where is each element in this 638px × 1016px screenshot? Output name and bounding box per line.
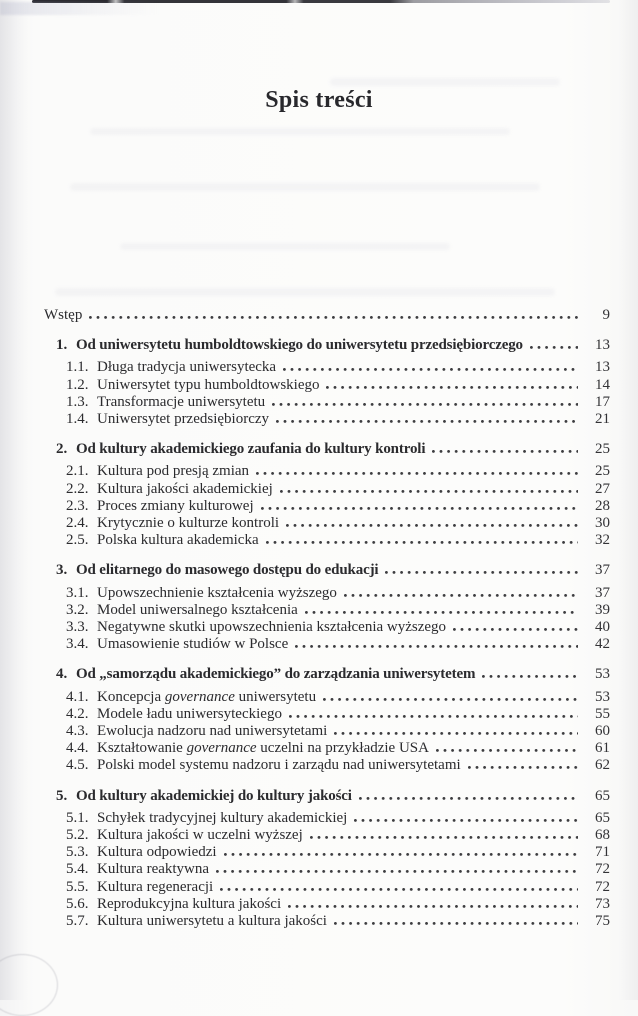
toc-entry: [44, 689, 610, 706]
entry-number: 2.: [56, 441, 68, 458]
toc-entry: [44, 602, 610, 619]
dot-leader: [288, 905, 578, 908]
dot-leader: [220, 888, 578, 891]
entry-label-segment: Uniwersytet typu humboldtowskiego: [97, 376, 320, 393]
entry-label-segment: Kultura pod presją zmian: [97, 463, 250, 480]
dot-leader: [326, 386, 578, 389]
entry-label: [97, 532, 259, 549]
entry-page-number: 13: [595, 337, 610, 354]
dot-leader: [261, 507, 578, 510]
entry-page-number: 13: [595, 359, 610, 376]
dot-leader: [295, 645, 578, 648]
entry-number: 3.4.: [66, 636, 89, 653]
entry-label-segment: Schyłek tradycyjnej kultury akademickiej: [97, 809, 348, 826]
toc-entry: [44, 515, 610, 532]
dot-leader: [266, 541, 578, 544]
dot-leader: [530, 346, 578, 349]
entry-number: 3.3.: [66, 619, 89, 636]
toc-entry: [44, 481, 610, 498]
entry-page-number: 61: [595, 740, 610, 757]
entry-label-segment: Od „samorządu akademickiego” do zarządzania uniwersytetem: [76, 666, 476, 683]
entry-label-segment: uniwersytetu: [234, 688, 317, 705]
entry-label: [97, 636, 288, 653]
entry-label-segment: Od kultury akademickiej do kultury jakości: [76, 787, 352, 804]
toc-entry: [44, 827, 610, 844]
toc-entry: [44, 562, 610, 579]
entry-label-segment: Transformacje uniwersytetu: [97, 393, 266, 410]
entry-label: [97, 602, 298, 619]
entry-label-segment: Modele ładu uniwersyteckiego: [97, 705, 282, 722]
dot-leader: [305, 611, 578, 614]
entry-label: [97, 585, 337, 602]
entry-page-number: 25: [595, 463, 610, 480]
entry-label: [97, 844, 217, 861]
page-title: Spis treści: [265, 87, 373, 114]
toc-entry: [44, 666, 610, 683]
toc-entry: [44, 307, 610, 324]
entry-page-number: 32: [595, 532, 610, 549]
bleed-through-artifact: [330, 78, 560, 86]
entry-label: [97, 861, 209, 878]
entry-number: 3.: [56, 562, 68, 579]
toc-entry: [44, 441, 610, 458]
page-right-shadow: [618, 0, 638, 1000]
entry-label-segment: Kształtowanie: [97, 740, 187, 757]
entry-label: [97, 740, 429, 757]
entry-label: [76, 788, 352, 805]
entry-label-segment: Ewolucja nadzoru nad uniwersytetami: [97, 723, 328, 740]
entry-number: 5.3.: [66, 844, 89, 861]
dot-leader: [280, 490, 578, 493]
toc-entry: [44, 788, 610, 805]
dot-leader: [216, 870, 578, 873]
scan-artifact-bottom-arc: [0, 954, 58, 1016]
entry-label-segment: Proces zmiany kulturowej: [97, 497, 254, 514]
entry-page-number: 37: [595, 584, 610, 601]
entry-label-segment: Krytycznie o kulturze kontroli: [97, 515, 280, 532]
entry-page-number: 53: [595, 666, 610, 683]
entry-number: 5.5.: [66, 878, 89, 895]
entry-label-segment: uczelni na przykładzie USA: [256, 740, 429, 757]
entry-number: 5.2.: [66, 827, 89, 844]
entry-label-segment: Model uniwersalnego kształcenia: [97, 601, 298, 618]
dot-leader: [286, 524, 578, 527]
entry-page-number: 14: [595, 376, 610, 393]
entry-label-segment: Kultura uniwersytetu a kultura jakości: [97, 913, 327, 930]
toc-entry: [44, 879, 610, 896]
entry-number: 3.1.: [66, 584, 89, 601]
entry-label-segment: Kultura jakości akademickiej: [97, 480, 273, 497]
entry-page-number: 9: [602, 307, 610, 323]
entry-label: [97, 515, 279, 532]
entry-page-number: 39: [595, 601, 610, 618]
entry-number: 2.1.: [66, 463, 89, 480]
toc-entry: [44, 359, 610, 376]
entry-label: [97, 498, 254, 515]
entry-label-segment: Długa tradycja uniwersytecka: [97, 359, 277, 376]
entry-number: 1.4.: [66, 411, 89, 428]
entry-label: [76, 337, 523, 354]
entry-label-segment: Polski model systemu nadzoru i zarządu nad uniwersytetami: [97, 757, 461, 774]
toc-entry: [44, 337, 610, 354]
entry-number: 1.: [56, 337, 68, 354]
dot-leader: [224, 853, 578, 856]
toc-entry: [44, 896, 610, 913]
entry-label-segment: Kultura odpowiedzi: [97, 844, 217, 861]
entry-label-italic-segment: governance: [164, 688, 235, 705]
entry-label-segment: Upowszechnienie kształcenia wyższego: [97, 584, 337, 601]
entry-page-number: 42: [595, 636, 610, 653]
dot-leader: [359, 797, 578, 800]
entry-label: [97, 689, 316, 706]
entry-number: 1.3.: [66, 393, 89, 410]
entry-number: 4.: [56, 666, 68, 683]
entry-page-number: 65: [595, 809, 610, 826]
entry-label: [97, 359, 276, 376]
dot-leader: [334, 732, 578, 735]
dot-leader: [436, 749, 578, 752]
table-of-contents: [44, 307, 610, 930]
entry-label-segment: Umasowienie studiów w Polsce: [97, 636, 289, 653]
entry-label-segment: Koncepcja: [97, 688, 165, 705]
dot-leader: [344, 594, 578, 597]
entry-label: [76, 666, 475, 683]
entry-number: 4.1.: [66, 688, 89, 705]
entry-label: [97, 481, 273, 498]
entry-number: 4.3.: [66, 723, 89, 740]
toc-entry: [44, 463, 610, 480]
entry-page-number: 37: [595, 562, 610, 579]
entry-label: [44, 307, 82, 324]
toc-entry: [44, 740, 610, 757]
entry-number: 4.4.: [66, 740, 89, 757]
entry-page-number: 21: [595, 411, 610, 428]
dot-leader: [283, 368, 578, 371]
entry-page-number: 71: [595, 844, 610, 861]
toc-entry: [44, 861, 610, 878]
dot-leader: [432, 450, 578, 453]
entry-label: [97, 810, 347, 827]
entry-label-segment: Od kultury akademickiego zaufania do kultury kontroli: [76, 441, 426, 458]
entry-label-segment: Polska kultura akademicka: [97, 532, 259, 549]
entry-label-segment: Kultura regeneracji: [97, 878, 214, 895]
toc-entry: [44, 619, 610, 636]
toc-entry: [44, 377, 610, 394]
entry-page-number: 25: [595, 441, 610, 458]
toc-entry: [44, 913, 610, 930]
entry-label: [97, 394, 265, 411]
entry-label: [97, 757, 461, 774]
bleed-through-artifact: [90, 128, 510, 135]
dot-leader: [89, 316, 578, 319]
dot-leader: [310, 836, 578, 839]
entry-page-number: 17: [595, 393, 610, 410]
entry-page-number: 62: [595, 757, 610, 774]
toc-entry: [44, 585, 610, 602]
toc-entry: [44, 498, 610, 515]
entry-label: [76, 441, 425, 458]
entry-label: [97, 377, 319, 394]
entry-page-number: 28: [595, 497, 610, 514]
entry-label: [97, 463, 249, 480]
entry-label: [97, 723, 327, 740]
entry-page-number: 60: [595, 723, 610, 740]
entry-number: 5.6.: [66, 895, 89, 912]
toc-entry: [44, 844, 610, 861]
bleed-through-artifact: [55, 288, 555, 296]
toc-entry: [44, 706, 610, 723]
toc-entry: [44, 757, 610, 774]
toc-entry: [44, 411, 610, 428]
entry-number: 5.7.: [66, 913, 89, 930]
page-left-shadow: [0, 0, 28, 1000]
entry-label-segment: Kultura reaktywna: [97, 861, 210, 878]
dot-leader: [354, 819, 578, 822]
dot-leader: [289, 715, 578, 718]
dot-leader: [276, 420, 578, 423]
dot-leader: [334, 922, 578, 925]
dot-leader: [453, 628, 578, 631]
entry-number: 3.2.: [66, 601, 89, 618]
entry-label-segment: Uniwersytet przedsiębiorczy: [97, 411, 270, 428]
entry-page-number: 73: [595, 895, 610, 912]
bleed-through-artifact: [120, 243, 450, 250]
entry-number: 2.3.: [66, 497, 89, 514]
toc-entry: [44, 394, 610, 411]
bleed-through-artifact: [70, 183, 540, 191]
entry-label: [97, 411, 269, 428]
entry-label: [97, 619, 446, 636]
dot-leader: [385, 571, 578, 574]
entry-number: 2.5.: [66, 532, 89, 549]
entry-page-number: 27: [595, 480, 610, 497]
entry-number: 2.2.: [66, 480, 89, 497]
entry-label: [97, 896, 281, 913]
entry-number: 4.2.: [66, 705, 89, 722]
entry-number: 5.4.: [66, 861, 89, 878]
entry-page-number: 53: [595, 688, 610, 705]
entry-page-number: 72: [595, 861, 610, 878]
entry-label-segment: Od elitarnego do masowego dostępu do edukacji: [76, 562, 379, 579]
entry-label: [76, 562, 378, 579]
entry-number: 4.5.: [66, 757, 89, 774]
entry-page-number: 68: [595, 827, 610, 844]
entry-label: [97, 706, 282, 723]
entry-label-segment: Wstęp: [44, 307, 83, 323]
toc-entry: [44, 532, 610, 549]
dot-leader: [468, 766, 578, 769]
entry-number: 1.2.: [66, 376, 89, 393]
entry-label-segment: Reprodukcyjna kultura jakości: [97, 895, 282, 912]
entry-number: 1.1.: [66, 359, 89, 376]
entry-label: [97, 827, 303, 844]
entry-page-number: 30: [595, 515, 610, 532]
entry-page-number: 75: [595, 913, 610, 930]
entry-number: 5.1.: [66, 809, 89, 826]
entry-label-segment: Od uniwersytetu humboldtowskiego do uniwersytetu przedsiębiorczego: [76, 337, 523, 354]
entry-label: [97, 879, 213, 896]
toc-entry: [44, 810, 610, 827]
dot-leader: [272, 403, 578, 406]
dot-leader: [482, 675, 578, 678]
entry-page-number: 40: [595, 619, 610, 636]
entry-label-segment: Kultura jakości w uczelni wyższej: [97, 827, 303, 844]
toc-entry: [44, 636, 610, 653]
entry-page-number: 72: [595, 878, 610, 895]
entry-number: 5.: [56, 787, 68, 804]
toc-entry: [44, 723, 610, 740]
entry-label-segment: Negatywne skutki upowszechnienia kształcenia wyższego: [97, 619, 447, 636]
dot-leader: [323, 698, 578, 701]
entry-page-number: 65: [595, 787, 610, 804]
entry-page-number: 55: [595, 705, 610, 722]
entry-label-italic-segment: governance: [186, 740, 257, 757]
dot-leader: [256, 472, 578, 475]
entry-number: 2.4.: [66, 515, 89, 532]
entry-label: [97, 913, 327, 930]
